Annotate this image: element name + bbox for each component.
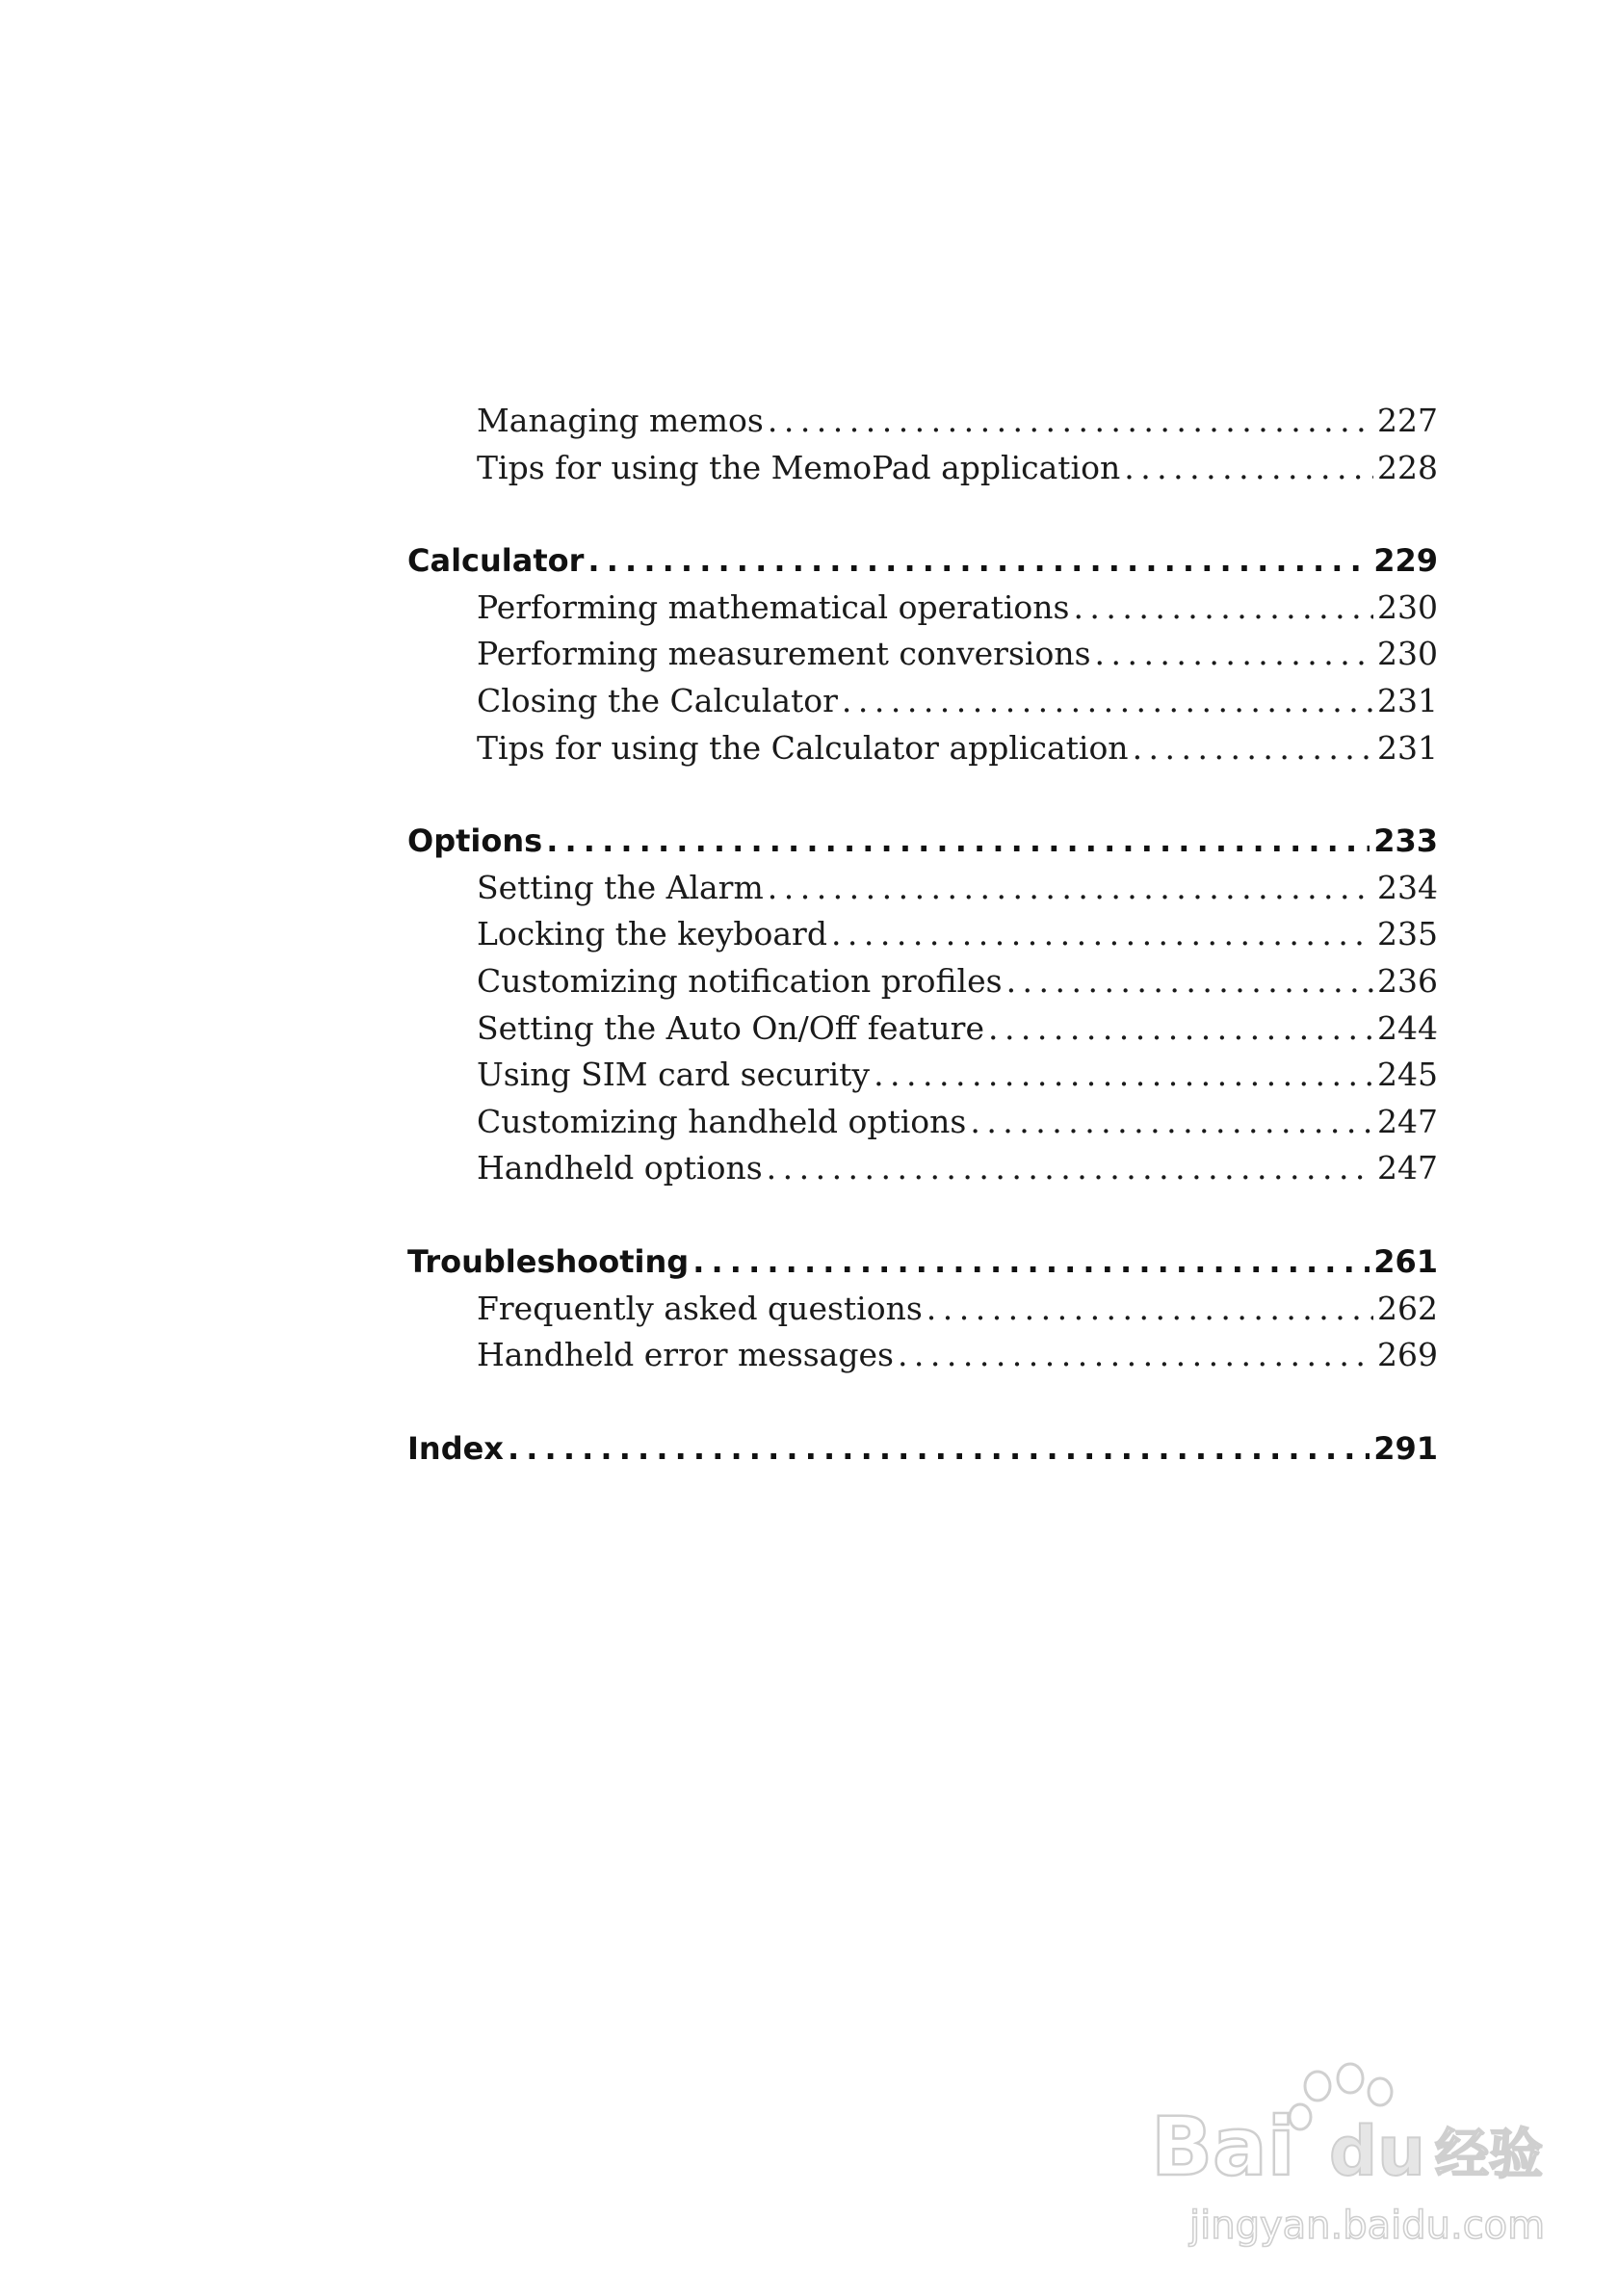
toc-entry-tips-calculator[interactable] (407, 725, 1438, 772)
section-spacer (407, 1379, 1438, 1425)
toc-chapter-page: 229 (1373, 542, 1438, 580)
dot-leader (988, 1005, 1373, 1053)
toc-entry-page: 269 (1377, 1336, 1438, 1374)
toc-entry-label: Managing memos (477, 402, 764, 439)
toc-entry-label: Tips for using the Calculator application (477, 728, 1129, 767)
dot-leader (874, 1052, 1373, 1099)
section-spacer (407, 491, 1438, 537)
toc-entry-label: Performing mathematical operations (477, 587, 1070, 626)
memopad-section (407, 398, 1438, 491)
watermark-logo-text: Bai (1151, 2100, 1295, 2194)
toc-entry-label: Setting the Alarm (477, 868, 764, 906)
dot-leader (831, 911, 1373, 958)
dot-leader (1006, 958, 1373, 1005)
options-section (407, 818, 1438, 1192)
toc-entry-label: Locking the keyboard (477, 915, 827, 953)
toc-chapter-page: 291 (1373, 1429, 1438, 1467)
toc-entry-setting-alarm[interactable] (407, 865, 1438, 912)
baidu-paw-logo-icon (1146, 2061, 1551, 2254)
toc-entry-label: Handheld error messages (477, 1336, 894, 1374)
toc-entry-page: 235 (1377, 915, 1438, 953)
toc-entry-page: 245 (1377, 1056, 1438, 1094)
calculator-section (407, 537, 1438, 771)
toc-entry-page: 234 (1377, 868, 1438, 906)
dot-leader (692, 1239, 1370, 1286)
toc-chapter-label: Index (407, 1429, 504, 1467)
toc-entry-label: Tips for using the MemoPad application (477, 448, 1121, 486)
toc-chapter-troubleshooting[interactable] (407, 1239, 1438, 1286)
toc-entry-page: 230 (1377, 587, 1438, 626)
toc-entry-label: Using SIM card security (477, 1056, 871, 1094)
toc-chapter-page: 261 (1373, 1242, 1438, 1280)
toc-chapter-label: Options (407, 822, 543, 860)
toc-entry-auto-on-off[interactable] (407, 1005, 1438, 1053)
dot-leader (1124, 445, 1373, 492)
toc-entry-label: Closing the Calculator (477, 681, 838, 719)
table-of-contents (407, 398, 1438, 1472)
toc-entry-page: 247 (1377, 1149, 1438, 1187)
toc-entry-notification-profiles[interactable] (407, 958, 1438, 1005)
dot-leader (1133, 725, 1373, 772)
dot-leader (587, 537, 1370, 585)
toc-entry-measurement-conversions[interactable] (407, 631, 1438, 678)
toc-entry-label: Performing measurement conversions (477, 635, 1091, 673)
section-spacer (407, 1192, 1438, 1239)
toc-chapter-page: 233 (1373, 822, 1438, 860)
toc-chapter-label: Calculator (407, 542, 585, 580)
baidu-jingyan-watermark (1146, 2061, 1551, 2254)
toc-chapter-options[interactable] (407, 818, 1438, 865)
watermark-url: jingyan.baidu.com (1189, 2204, 1546, 2248)
toc-chapter-index[interactable] (407, 1425, 1438, 1473)
watermark-jingyan-text: 经验 (1435, 2124, 1543, 2186)
dot-leader (546, 818, 1370, 865)
dot-leader (768, 398, 1373, 445)
section-spacer (407, 771, 1438, 818)
toc-entry-page: 230 (1377, 635, 1438, 673)
toc-entry-label: Setting the Auto On/Off feature (477, 1008, 984, 1047)
dot-leader (970, 1099, 1373, 1146)
dot-leader (768, 865, 1373, 912)
toc-entry-faq[interactable] (407, 1286, 1438, 1333)
toc-entry-closing-calculator[interactable] (407, 678, 1438, 725)
toc-chapter-label: Troubleshooting (407, 1242, 690, 1280)
toc-entry-managing-memos[interactable] (407, 398, 1438, 445)
dot-leader (926, 1286, 1373, 1333)
toc-entry-page: 231 (1377, 681, 1438, 719)
toc-entry-sim-card-security[interactable] (407, 1052, 1438, 1099)
toc-entry-customizing-handheld-options[interactable] (407, 1099, 1438, 1146)
toc-entry-handheld-options[interactable] (407, 1145, 1438, 1192)
index-section (407, 1425, 1438, 1473)
toc-entry-page: 244 (1377, 1008, 1438, 1047)
toc-entry-math-operations[interactable] (407, 585, 1438, 632)
toc-entry-page: 247 (1377, 1102, 1438, 1140)
toc-chapter-calculator[interactable] (407, 537, 1438, 585)
dot-leader (898, 1332, 1373, 1379)
toc-entry-page: 228 (1377, 448, 1438, 486)
toc-entry-label: Customizing handheld options (477, 1102, 967, 1140)
dot-leader (1073, 585, 1373, 632)
dot-leader (842, 678, 1373, 725)
dot-leader (1095, 631, 1373, 678)
toc-entry-page: 236 (1377, 961, 1438, 1000)
troubleshooting-section (407, 1239, 1438, 1379)
toc-entry-locking-keyboard[interactable] (407, 911, 1438, 958)
toc-entry-label: Frequently asked questions (477, 1289, 923, 1327)
toc-entry-label: Customizing notification profiles (477, 961, 1003, 1000)
toc-entry-error-messages[interactable] (407, 1332, 1438, 1379)
toc-entry-tips-memopad[interactable] (407, 445, 1438, 492)
toc-entry-label: Handheld options (477, 1149, 763, 1187)
toc-entry-page: 231 (1377, 728, 1438, 767)
dot-leader (767, 1145, 1373, 1192)
watermark-du-text: du (1329, 2112, 1425, 2191)
dot-leader (508, 1425, 1370, 1473)
toc-entry-page: 227 (1377, 402, 1438, 439)
toc-entry-page: 262 (1377, 1289, 1438, 1327)
